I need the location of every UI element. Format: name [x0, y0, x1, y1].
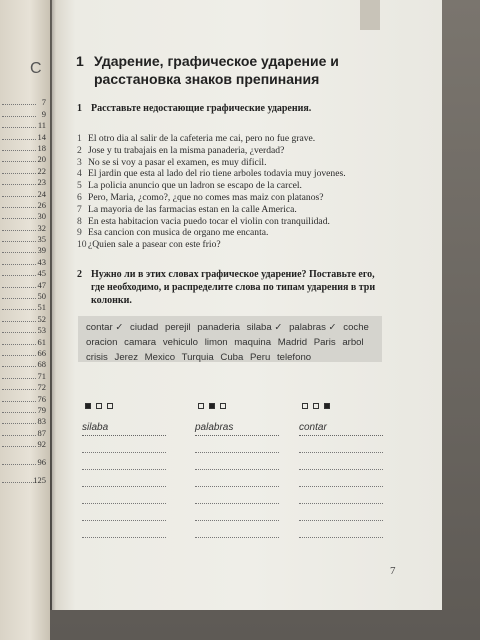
toc-dots — [2, 275, 36, 276]
filled-square-icon — [324, 403, 330, 409]
stress-pattern-icon — [198, 400, 279, 412]
toc-dots — [2, 446, 36, 447]
exercise-2-number: 2 — [77, 269, 82, 280]
stress-pattern-icon — [85, 400, 166, 412]
sentence-number: 5 — [77, 180, 82, 192]
answer-line[interactable] — [195, 436, 279, 453]
toc-row — [0, 267, 46, 278]
empty-square-icon — [96, 403, 102, 409]
toc-page-number: 87 — [37, 427, 46, 438]
answer-line[interactable] — [195, 504, 279, 521]
toc-page-number: 26 — [37, 199, 46, 210]
toc-page-number: 76 — [37, 393, 46, 404]
toc-page-number: 53 — [37, 325, 46, 336]
toc-dots — [2, 127, 36, 128]
toc-row — [0, 255, 46, 266]
toc-dots — [2, 389, 36, 390]
toc-row — [0, 404, 46, 415]
toc-dots — [2, 161, 36, 162]
word-bank-item: telefono — [276, 352, 312, 363]
toc-page-number: 35 — [37, 234, 46, 245]
sentence-number: 1 — [77, 133, 82, 144]
answer-line[interactable] — [195, 521, 279, 538]
toc-page-number: 51 — [37, 302, 46, 313]
filled-square-icon — [85, 403, 91, 409]
toc-page-number: 71 — [37, 370, 46, 381]
section-number: 1 — [76, 53, 84, 69]
sentence-item — [77, 168, 397, 180]
toc-dots — [2, 309, 36, 310]
toc-dots — [2, 287, 36, 288]
toc-row — [0, 347, 46, 358]
answer-line[interactable] — [82, 487, 166, 504]
toc-page-number: 7 — [41, 97, 46, 108]
toc-page-number: 24 — [37, 188, 46, 199]
toc-page-number: 68 — [37, 359, 46, 370]
filled-square-icon — [209, 403, 215, 409]
answer-line[interactable] — [82, 453, 166, 470]
sentence-number: 3 — [77, 156, 82, 168]
toc-dots — [2, 366, 36, 367]
sentence-item — [77, 180, 397, 192]
column-example-word: silaba — [82, 422, 166, 436]
answer-line[interactable] — [82, 436, 166, 453]
stress-columns — [78, 400, 378, 550]
toc-dots — [2, 218, 36, 219]
page-corner-tab — [360, 0, 380, 30]
toc-page-number: 14 — [37, 131, 46, 142]
word-bank-item: limon — [204, 337, 228, 348]
toc-page-number: 11 — [37, 120, 46, 131]
sentence-number: 10 — [77, 239, 87, 251]
word-bank — [78, 316, 382, 362]
word-bank-item: perejil — [165, 322, 191, 333]
toc-dots — [2, 264, 36, 265]
toc-dots — [2, 378, 36, 379]
stress-column — [299, 400, 383, 538]
toc-page-number: 79 — [37, 404, 46, 415]
sentence-item — [77, 227, 397, 239]
toc-dots — [2, 207, 36, 208]
toc-dots — [2, 423, 36, 424]
answer-line[interactable] — [195, 453, 279, 470]
sentence-text: Pero, Maria, ¿como?, ¿que no comes mas maiz con platanos? — [88, 191, 324, 203]
sentence-item — [77, 216, 397, 228]
toc-dots — [2, 139, 36, 140]
toc-row — [0, 199, 46, 210]
exercise-2-text: Нужно ли в этих словах графическое ударение? Поставьте его, где необходимо, и распределите слова по типам ударения в три колонки. — [91, 269, 376, 306]
toc-page-number: 9 — [41, 108, 46, 119]
section-heading — [76, 52, 376, 88]
toc-page-number: 72 — [37, 382, 46, 393]
stress-column — [82, 400, 166, 538]
exercise-2-instruction — [77, 268, 377, 307]
toc-dots — [2, 116, 36, 117]
sentence-item — [77, 204, 397, 216]
toc-dots — [2, 252, 36, 253]
toc-page-number: 39 — [37, 245, 46, 256]
empty-square-icon — [198, 403, 204, 409]
toc-dots — [2, 332, 36, 333]
word-bank-item: palabras ✓ — [289, 322, 337, 333]
toc-page-number: 18 — [37, 142, 46, 153]
toc-page-number: 83 — [37, 416, 46, 427]
sentence-text: El jardin que esta al lado del rio tiene arboles todavia muy jovenes. — [88, 168, 346, 180]
word-bank-item: Madrid — [277, 337, 308, 348]
toc-dots — [2, 435, 36, 436]
word-bank-item: panaderia — [197, 322, 240, 333]
toc-dots — [2, 401, 36, 402]
empty-square-icon — [107, 403, 113, 409]
sentence-text: No se si voy a pasar el examen, es muy dificil. — [88, 156, 267, 168]
toc-row — [0, 119, 46, 130]
answer-line[interactable] — [82, 504, 166, 521]
word-bank-item: silaba ✓ — [246, 322, 283, 333]
toc-dots — [2, 184, 36, 185]
answer-line[interactable] — [195, 470, 279, 487]
toc-row — [0, 312, 46, 323]
sentence-text: Jose y tu trabajais en la misma panaderia, ¿verdad? — [88, 144, 285, 156]
toc-row — [0, 210, 46, 221]
stress-column — [195, 400, 279, 538]
table-of-contents — [0, 96, 46, 485]
answer-line[interactable] — [299, 487, 383, 504]
toc-row — [0, 164, 46, 175]
word-bank-item: coche — [343, 322, 369, 333]
toc-dots — [2, 412, 36, 413]
exercise-1-instruction — [77, 102, 377, 115]
exercise-1-text: Расставьте недостающие графические ударения. — [91, 103, 312, 114]
toc-dots — [2, 230, 36, 231]
empty-square-icon — [220, 403, 226, 409]
toc-dots — [2, 355, 36, 356]
answer-line[interactable] — [195, 487, 279, 504]
sentence-text: El otro dia al salir de la cafeteria me cai, pero no fue grave. — [88, 133, 316, 144]
left-page-letter: С — [30, 60, 42, 77]
toc-dots — [2, 482, 36, 483]
toc-dots — [2, 321, 36, 322]
word-bank-item: Jerez — [114, 352, 138, 363]
toc-row — [0, 381, 46, 392]
toc-row — [0, 467, 46, 485]
sentence-number: 4 — [77, 168, 82, 180]
stress-pattern-icon — [302, 400, 383, 412]
sentence-text: La mayoria de las farmacias estan en la calle America. — [88, 203, 297, 215]
toc-page-number: 50 — [37, 291, 46, 302]
answer-line[interactable] — [299, 470, 383, 487]
word-bank-item: vehiculo — [162, 337, 199, 348]
sentence-number: 7 — [77, 203, 82, 215]
word-bank-item: Paris — [313, 337, 336, 348]
toc-page-number: 61 — [37, 336, 46, 347]
sentence-text: La policia anuncio que un ladron se escapo de la carcel. — [88, 180, 302, 192]
sentence-item — [77, 157, 397, 169]
toc-page-number: 43 — [37, 256, 46, 267]
toc-row — [0, 278, 46, 289]
toc-row — [0, 107, 46, 118]
toc-row — [0, 415, 46, 426]
toc-page-number: 45 — [37, 268, 46, 279]
word-bank-item: arbol — [342, 337, 364, 348]
sentence-number: 6 — [77, 191, 82, 203]
word-bank-item: ciudad — [130, 322, 159, 333]
toc-page-number: 20 — [37, 154, 46, 165]
toc-dots — [2, 241, 36, 242]
sentence-number: 9 — [77, 227, 82, 239]
word-bank-item: maquina — [234, 337, 272, 348]
sentence-item — [77, 192, 397, 204]
toc-dots — [2, 464, 36, 465]
toc-page-number: 125 — [33, 475, 46, 486]
sentence-text: En esta habitacion vacia puedo tocar el violin con tranquilidad. — [88, 215, 330, 227]
toc-page-number: 52 — [37, 313, 46, 324]
page-gutter-shadow — [50, 0, 56, 610]
sentence-item — [77, 239, 397, 251]
toc-row — [0, 130, 46, 141]
toc-row — [0, 244, 46, 255]
empty-square-icon — [302, 403, 308, 409]
section-title: Ударение, графическое ударение и расстановка знаков препинания — [94, 53, 339, 87]
toc-page-number: 32 — [37, 222, 46, 233]
answer-line[interactable] — [82, 521, 166, 538]
left-page — [0, 0, 50, 640]
exercise-1-sentences — [77, 133, 397, 251]
toc-page-number: 66 — [37, 347, 46, 358]
answer-line[interactable] — [82, 470, 166, 487]
sentence-text: ¿Quien sale a pasear con este frio? — [88, 239, 221, 251]
toc-row — [0, 426, 46, 437]
word-bank-item: camara — [124, 337, 157, 348]
word-bank-item: oracion — [86, 337, 118, 348]
empty-square-icon — [313, 403, 319, 409]
toc-row — [0, 153, 46, 164]
word-bank-item: contar ✓ — [86, 322, 124, 333]
exercise-1-number: 1 — [77, 103, 82, 114]
column-example-word: contar — [299, 422, 383, 436]
toc-dots — [2, 196, 36, 197]
sentence-number: 8 — [77, 215, 82, 227]
toc-row — [0, 187, 46, 198]
toc-page-number: 23 — [37, 177, 46, 188]
answer-line[interactable] — [299, 453, 383, 470]
toc-page-number: 22 — [37, 165, 46, 176]
toc-row — [0, 335, 46, 346]
toc-row — [0, 301, 46, 312]
answer-line[interactable] — [299, 436, 383, 453]
toc-row — [0, 449, 46, 467]
sentence-text: Esa cancion con musica de organo me encanta. — [88, 227, 269, 239]
toc-row — [0, 438, 46, 449]
answer-line[interactable] — [299, 504, 383, 521]
column-example-word: palabras — [195, 422, 279, 436]
toc-page-number: 47 — [37, 279, 46, 290]
toc-page-number: 30 — [37, 211, 46, 222]
word-bank-item: Mexico — [144, 352, 176, 363]
toc-dots — [2, 298, 36, 299]
word-bank-item: crisis — [86, 352, 108, 363]
sentence-number: 2 — [77, 144, 82, 156]
toc-row — [0, 221, 46, 232]
toc-row — [0, 358, 46, 369]
toc-row — [0, 233, 46, 244]
toc-dots — [2, 344, 36, 345]
toc-row — [0, 369, 46, 380]
word-bank-item: Turquia — [181, 352, 214, 363]
page-number: 7 — [390, 565, 396, 577]
toc-row — [0, 96, 46, 107]
word-bank-item: Peru — [250, 352, 271, 363]
toc-row — [0, 142, 46, 153]
toc-dots — [2, 173, 36, 174]
sentence-item — [77, 145, 397, 157]
toc-dots — [2, 104, 36, 105]
toc-page-number: 96 — [37, 457, 46, 468]
toc-row — [0, 392, 46, 403]
toc-row — [0, 324, 46, 335]
toc-page-number: 92 — [37, 439, 46, 450]
word-bank-item: Cuba — [220, 352, 244, 363]
toc-row — [0, 176, 46, 187]
toc-row — [0, 290, 46, 301]
sentence-item — [77, 133, 397, 145]
toc-dots — [2, 150, 36, 151]
answer-line[interactable] — [299, 521, 383, 538]
